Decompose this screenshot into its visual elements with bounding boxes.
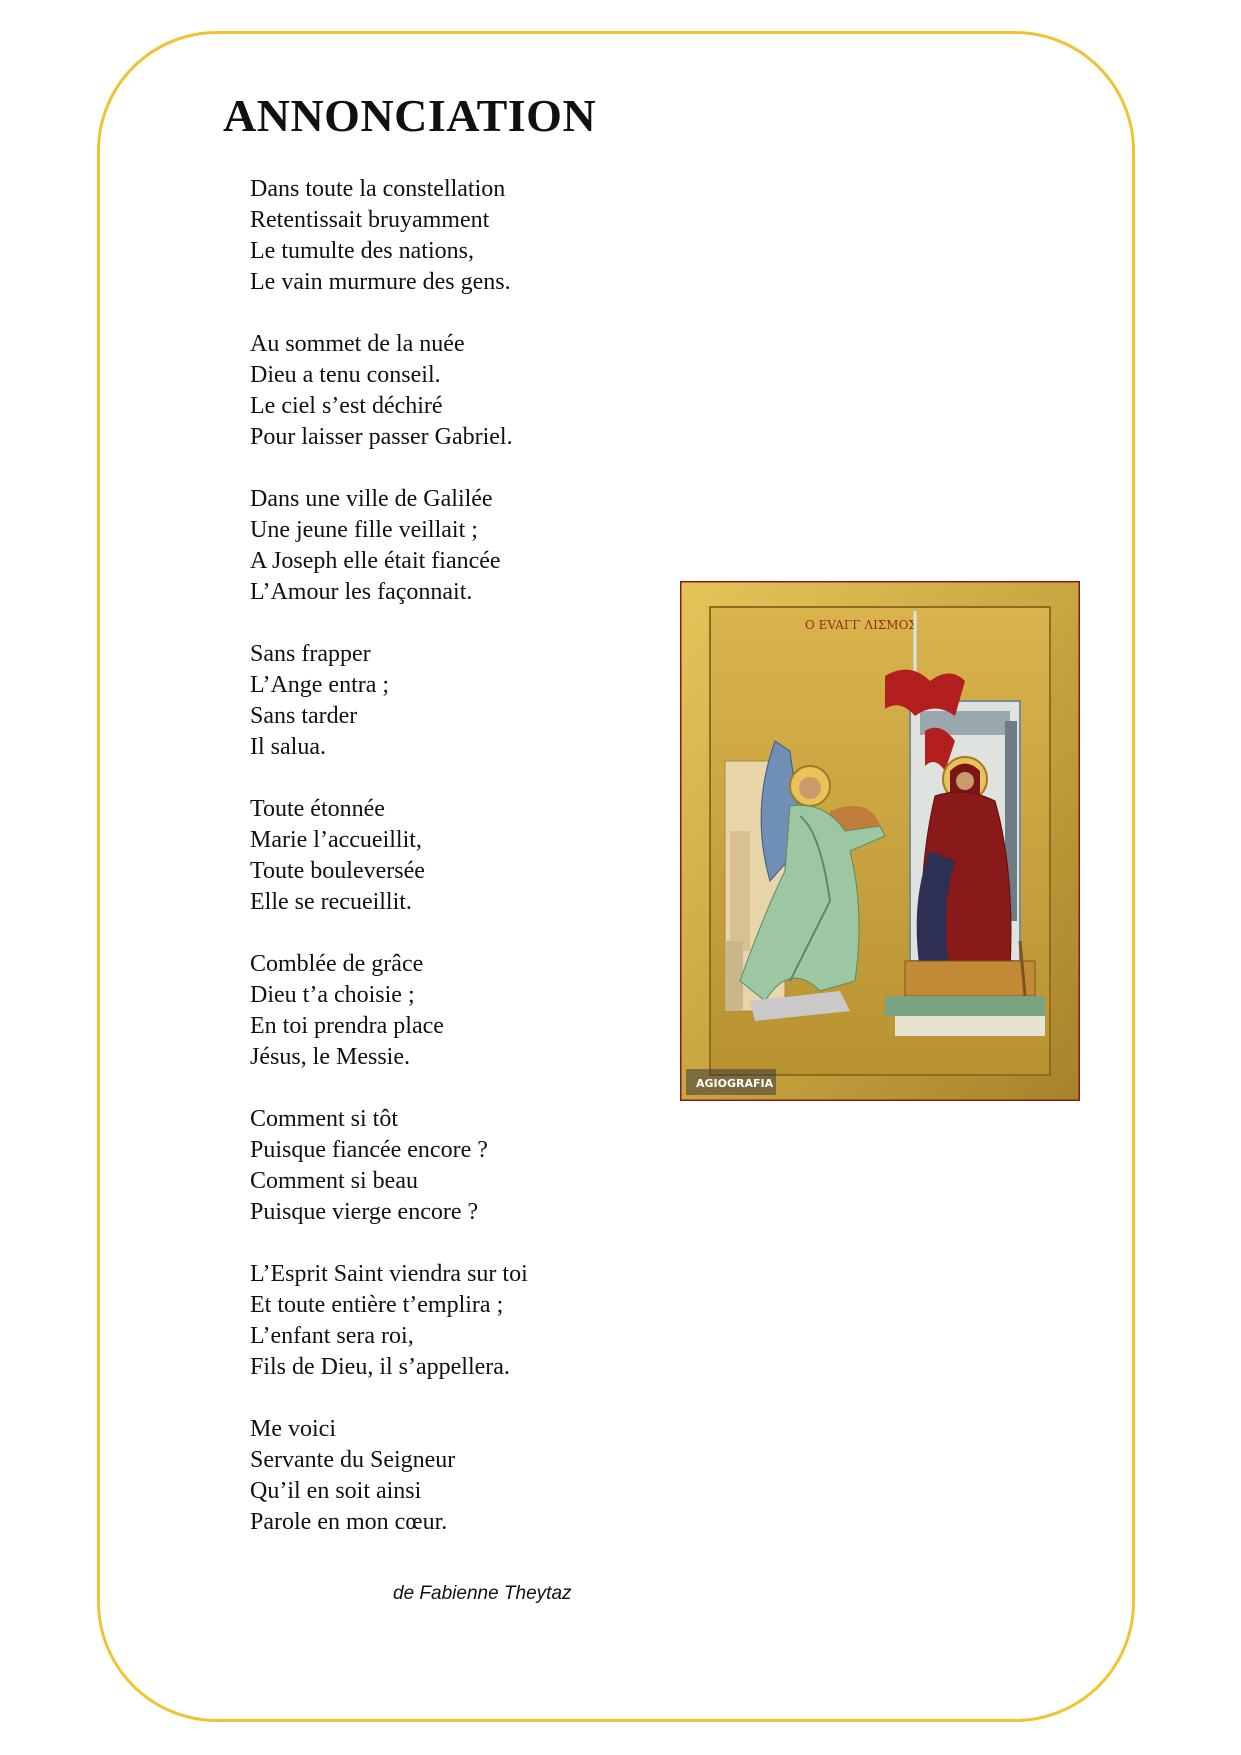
poem-line: En toi prendra place bbox=[250, 1013, 444, 1039]
poem-line: Jésus, le Messie. bbox=[250, 1044, 410, 1070]
poem-line: Dieu t’a choisie ; bbox=[250, 982, 415, 1008]
poem-line: Toute bouleversée bbox=[250, 858, 425, 884]
poem-line: Qu’il en soit ainsi bbox=[250, 1478, 422, 1504]
poem-line: Fils de Dieu, il s’appellera. bbox=[250, 1354, 510, 1380]
poem-body bbox=[250, 174, 670, 1569]
poem-line: L’Ange entra ; bbox=[250, 672, 390, 698]
poem-line: Le vain murmure des gens. bbox=[250, 269, 511, 295]
poem-line: Puisque vierge encore ? bbox=[250, 1199, 479, 1225]
poem-line: Dans une ville de Galilée bbox=[250, 486, 493, 512]
icon-watermark: AGIOGRAFIA bbox=[696, 1077, 774, 1090]
poem-line: Dans toute la constellation bbox=[250, 176, 506, 202]
poem-line: Comment si tôt bbox=[250, 1106, 399, 1132]
poem-line: Le ciel s’est déchiré bbox=[250, 393, 443, 419]
poem-line: Elle se recueillit. bbox=[250, 889, 412, 915]
poem-line: Il salua. bbox=[250, 734, 326, 760]
poem-title: ANNONCIATION bbox=[223, 90, 597, 141]
poem-line: Me voici bbox=[250, 1416, 336, 1442]
poem-line: Marie l’accueillit, bbox=[250, 827, 422, 853]
stanza bbox=[250, 174, 670, 298]
stanza bbox=[250, 949, 670, 1073]
stanza bbox=[250, 1259, 670, 1383]
poem-line: Dieu a tenu conseil. bbox=[250, 362, 441, 388]
poem-line: Servante du Seigneur bbox=[250, 1447, 456, 1473]
poem-line: L’Amour les façonnait. bbox=[250, 579, 473, 605]
stanza bbox=[250, 1104, 670, 1228]
stanza bbox=[250, 1414, 670, 1538]
poem-line: Puisque fiancée encore ? bbox=[250, 1137, 488, 1163]
annunciation-icon bbox=[680, 581, 1080, 1101]
poem-line: Toute étonnée bbox=[250, 796, 385, 822]
poem-line: Parole en mon cœur. bbox=[250, 1509, 448, 1535]
author-credit: de Fabienne Theytaz bbox=[393, 1583, 572, 1604]
poem-line: Le tumulte des nations, bbox=[250, 238, 474, 264]
poem-line: Comblée de grâce bbox=[250, 951, 424, 977]
poem-line: L’Esprit Saint viendra sur toi bbox=[250, 1261, 528, 1287]
svg-text:O EVAΓΓ ΛIΣMOΣ: O EVAΓΓ ΛIΣMOΣ bbox=[805, 618, 917, 632]
stanza bbox=[250, 639, 670, 763]
poem-line: Et toute entière t’emplira ; bbox=[250, 1292, 504, 1318]
stanza bbox=[250, 329, 670, 453]
stanza bbox=[250, 484, 670, 608]
poem-line: Comment si beau bbox=[250, 1168, 418, 1194]
poem-line: Au sommet de la nuée bbox=[250, 331, 465, 357]
poem-line: Sans frapper bbox=[250, 641, 371, 667]
poem-line: Une jeune fille veillait ; bbox=[250, 517, 478, 543]
stanza bbox=[250, 794, 670, 918]
poem-line: Sans tarder bbox=[250, 703, 358, 729]
poem-line: Pour laisser passer Gabriel. bbox=[250, 424, 513, 450]
poem-line: A Joseph elle était fiancée bbox=[250, 548, 501, 574]
poem-line: Retentissait bruyamment bbox=[250, 207, 490, 233]
poem-line: L’enfant sera roi, bbox=[250, 1323, 414, 1349]
